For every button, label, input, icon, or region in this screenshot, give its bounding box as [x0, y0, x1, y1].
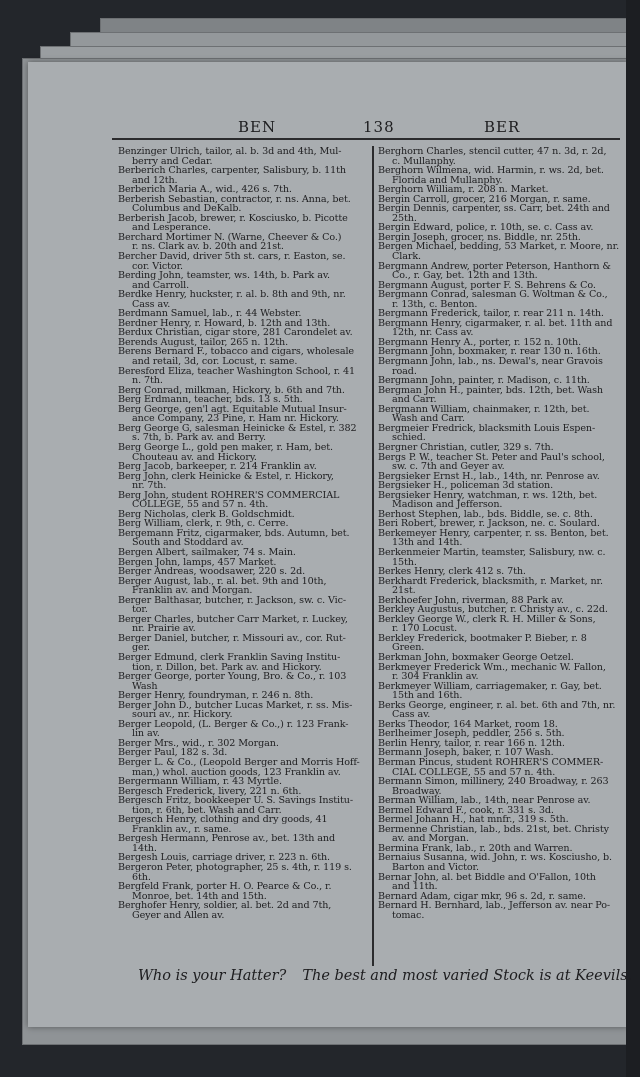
- directory-entry: [118, 367, 368, 386]
- entry-line: Bermina Frank, lab., r. 20th and Warren.: [378, 842, 573, 854]
- entry-line: Berkhardt Frederick, blacksmith, r. Market, nr.: [378, 575, 603, 587]
- directory-entry: [378, 386, 624, 405]
- entry-line: Bercher David, driver 5th st. cars, r. Easton, se.: [118, 251, 346, 263]
- entry-continuation-line: Geyer and Allen av.: [132, 909, 225, 921]
- directory-entry: [378, 424, 624, 443]
- entry-line: Berdner Henry, r. Howard, b. 12th and 13th.: [118, 317, 331, 329]
- entry-continuation-line: Columbus and DeKalb.: [132, 203, 242, 215]
- entry-line: Berkenmeier Martin, teamster, Salisbury, nw. c.: [378, 546, 606, 558]
- entry-continuation-line: Green.: [392, 642, 425, 654]
- entry-continuation-line: Barton and Victor.: [392, 862, 479, 874]
- entry-line: Berg William, clerk, r. 9th, c. Cerre.: [118, 518, 289, 530]
- directory-entry: [378, 166, 624, 185]
- entry-line: Bernaius Susanna, wid. John, r. ws. Kosciusho, b.: [378, 852, 612, 864]
- entry-continuation-line: 21st.: [392, 585, 416, 597]
- entry-line: Bergsieker Henry, watchman, r. ws. 12th, bet.: [378, 489, 598, 501]
- directory-entry: [378, 634, 624, 653]
- entry-continuation-line: tomac.: [392, 909, 425, 921]
- directory-entry: [118, 166, 368, 185]
- entry-line: Bergmann Henry A., porter, r. 152 n. 10th.: [378, 336, 582, 348]
- ad-question: Who is your Hatter?: [138, 968, 287, 984]
- entry-line: Berger Paul, 182 s. 3d.: [118, 747, 228, 759]
- entry-line: Benzinger Ulrich, tailor, al. b. 3d and 4th, Mul-: [118, 146, 342, 157]
- entry-line: Berens Bernard F., tobacco and cigars, wholesale: [118, 346, 355, 358]
- entry-continuation-line: Broadway.: [392, 785, 442, 797]
- entry-continuation-line: and Carr.: [392, 394, 437, 406]
- entry-line: Berlheimer Joseph, peddler, 256 s. 5th.: [378, 728, 565, 740]
- directory-entry: [378, 853, 624, 872]
- entry-continuation-line: Chouteau av. and Hickory.: [132, 451, 257, 463]
- entry-line: Berdke Henry, huckster, r. al. b. 8th and 9th, nr.: [118, 289, 346, 301]
- entry-line: Berghorn William, r. 208 n. Market.: [378, 184, 549, 196]
- entry-continuation-line: sw. c. 7th and Geyer av.: [392, 461, 505, 473]
- entry-continuation-line: tor.: [132, 604, 148, 616]
- entry-line: Berger Edmund, clerk Franklin Saving Institu-: [118, 651, 341, 663]
- directory-entry: [118, 863, 368, 882]
- directory-entry: [378, 577, 624, 596]
- entry-line: Berger Daniel, butcher, r. Missouri av., cor. Rut-: [118, 632, 346, 644]
- entry-line: Bergin Dennis, carpenter, ss. Carr, bet. 24th and: [378, 203, 610, 215]
- column-divider: [372, 146, 374, 966]
- directory-entry: [378, 701, 624, 720]
- directory-entry: [118, 529, 368, 548]
- directory-entry: [118, 634, 368, 653]
- entry-continuation-line: 14th.: [132, 842, 157, 854]
- entry-continuation-line: 13th and 14th.: [392, 537, 463, 549]
- directory-entry: [378, 290, 624, 309]
- entry-line: Berlin Henry, tailor, r. rear 166 n. 12th.: [378, 737, 565, 749]
- ad-statement: The best and most varied Stock is at Keevils.: [302, 968, 633, 984]
- directory-entry: [118, 796, 368, 815]
- entry-line: Bergin Carroll, grocer, 216 Morgan, r. same.: [378, 193, 591, 205]
- entry-continuation-line: Franklin av., r. same.: [132, 823, 232, 835]
- entry-continuation-line: r. 13th, c. Benton.: [392, 298, 478, 310]
- entry-line: Bergmann August, porter F. S. Behrens & Co.: [378, 279, 596, 291]
- entry-line: Bergmann John, lab., ns. Dewal's, near Gravois: [378, 356, 603, 368]
- entry-line: Beresford Eliza, teacher Washington School, r. 41: [118, 365, 356, 377]
- entry-continuation-line: Monroe, bet. 14th and 15th.: [132, 890, 267, 902]
- directory-entry: [118, 882, 368, 901]
- entry-line: Berger Charles, butcher Carr Market, r. Luckey,: [118, 613, 348, 625]
- entry-line: Berg Erdmann, teacher, bds. 13 s. 5th.: [118, 394, 303, 406]
- entry-continuation-line: South and Stoddard av.: [132, 537, 244, 549]
- entry-continuation-line: and retail, 3d, cor. Locust, r. same.: [132, 356, 298, 368]
- entry-continuation-line: r. 170 Locust.: [392, 623, 458, 635]
- entry-continuation-line: r. 304 Franklin av.: [392, 671, 479, 683]
- directory-entry: [378, 147, 624, 166]
- entry-continuation-line: 25th.: [392, 212, 417, 224]
- entry-line: Bergmann John, painter, r. Madison, c. 11th.: [378, 375, 590, 387]
- entry-line: Berg George G, salesman Heinicke & Estel, r. 382: [118, 422, 357, 434]
- entry-line: Bergeron Peter, photographer, 25 s. 4th, r. 119 s.: [118, 862, 352, 874]
- entry-line: Berks George, engineer, r. al. bet. 6th and 7th, nr.: [378, 699, 616, 711]
- entry-line: Berkemeyer Henry, carpenter, r. ss. Benton, bet.: [378, 527, 609, 539]
- entry-line: Berkes Henry, clerk 412 s. 7th.: [378, 566, 526, 578]
- entry-line: Bergner Christian, cutler, 329 s. 7th.: [378, 441, 554, 453]
- directory-entry: [118, 195, 368, 214]
- directory-entry: [118, 491, 368, 510]
- entry-line: Bergin Joseph, grocer, ns. Biddle, nr. 25th.: [378, 231, 581, 243]
- left-column: [118, 147, 368, 920]
- entry-continuation-line: n. 7th.: [132, 375, 163, 387]
- entry-continuation-line: Cass av.: [132, 298, 171, 310]
- entry-line: Berger Henry, foundryman, r. 246 n. 8th.: [118, 690, 314, 702]
- entry-line: Bergin Edward, police, r. 10th, se. c. Cass av.: [378, 222, 594, 234]
- entry-line: Berdmann Samuel, lab., r. 44 Webster.: [118, 308, 302, 320]
- entry-line: Berghofer Henry, soldier, al. bet. 2d and 7th,: [118, 900, 332, 912]
- entry-continuation-line: av. and Morgan.: [392, 833, 469, 845]
- entry-line: Berberish Sebastian, contractor, r. ns. Anna, bet.: [118, 193, 351, 205]
- entry-line: Berhost Stephen, lab., bds. Biddle, se. c. 8th.: [378, 508, 593, 520]
- page-number: 138: [363, 118, 395, 136]
- entry-line: Berberich Charles, carpenter, Salisbury, b. 11th: [118, 165, 347, 177]
- book-binding-shadow: [626, 0, 640, 1077]
- entry-continuation-line: man,) whol. auction goods, 123 Franklin av.: [132, 766, 341, 778]
- entry-line: Beri Robert, brewer, r. Jackson, ne. c. Soulard.: [378, 518, 600, 530]
- entry-line: Berger Andreas, woodsawer, 220 s. 2d.: [118, 566, 306, 578]
- entry-continuation-line: Clark.: [392, 251, 421, 263]
- directory-entry: [378, 901, 624, 920]
- entry-line: Bergen John, lamps, 457 Market.: [118, 556, 277, 568]
- entry-line: Bergfeld Frank, porter H. O. Pearce & Co., r.: [118, 881, 332, 893]
- entry-line: Berg Nicholas, clerk B. Goldschmidt.: [118, 508, 295, 520]
- directory-entry: [118, 252, 368, 271]
- entry-continuation-line: nr. 7th.: [132, 480, 167, 492]
- entry-line: Bergmann Henry, cigarmaker, r. al. bet. 11th and: [378, 317, 613, 329]
- entry-continuation-line: Franklin av. and Morgan.: [132, 585, 253, 597]
- entry-line: Berger August, lab., r. al. bet. 9th and 10th,: [118, 575, 327, 587]
- entry-line: Bergermann William, r. 43 Myrtle.: [118, 776, 282, 788]
- entry-line: Bergen Albert, sailmaker, 74 s. Main.: [118, 546, 296, 558]
- directory-entry: [118, 901, 368, 920]
- directory-entry: [378, 873, 624, 892]
- entry-line: Berg George, gen'l agt. Equitable Mutual Insur-: [118, 403, 347, 415]
- entry-continuation-line: Madison and Jefferson.: [392, 499, 503, 511]
- entry-line: Berger Mrs., wid., r. 302 Morgan.: [118, 737, 279, 749]
- directory-entry: [118, 424, 368, 443]
- entry-line: Berg John, clerk Heinicke & Estel, r. Hickory,: [118, 470, 334, 482]
- entry-continuation-line: 15th.: [392, 556, 417, 568]
- entry-continuation-line: COLLEGE, 55 and 57 n. 4th.: [132, 499, 269, 511]
- entry-line: Bergsieker Ernst H., lab., 14th, nr. Penrose av.: [378, 470, 600, 482]
- entry-line: Bergemann Fritz, cigarmaker, bds. Autumn, bet.: [118, 527, 350, 539]
- directory-entry: [378, 204, 624, 223]
- entry-continuation-line: nr. Prairie av.: [132, 623, 196, 635]
- entry-line: Berger John D., butcher Lucas Market, r. ss. Mis-: [118, 699, 353, 711]
- directory-entry: [378, 615, 624, 634]
- entry-line: Berger Balthasar, butcher, r. Jackson, sw. c. Vic-: [118, 594, 347, 606]
- entry-line: Bergmann William, chainmaker, r. 12th, bet.: [378, 403, 590, 415]
- entry-line: Bergesh Hermann, Penrose av., bet. 13th and: [118, 833, 336, 845]
- entry-line: Berman Pincus, student ROHRER'S COMMER-: [378, 757, 604, 768]
- entry-line: Bergs P. W., teacher St. Peter and Paul's school,: [378, 451, 605, 463]
- footer-advertisement: [138, 968, 640, 984]
- entry-line: Bergesch Fritz, bookkeeper U. S. Savings Institu-: [118, 795, 354, 807]
- entry-line: Bergsieker H., policeman 3d station.: [378, 480, 554, 492]
- entry-continuation-line: s. 7th, b. Park av. and Berry.: [132, 432, 266, 444]
- entry-line: Bernar John, al. bet Biddle and O'Fallon, 10th: [378, 871, 596, 883]
- entry-line: Bermann Joseph, baker, r. 107 Wash.: [378, 747, 554, 759]
- right-column: [378, 147, 624, 920]
- entry-continuation-line: 12th, nr. Cass av.: [392, 327, 474, 339]
- directory-entry: [118, 701, 368, 720]
- directory-entry: [118, 815, 368, 834]
- directory-entry: [118, 758, 368, 777]
- entry-line: Bergmeier Fredrick, blacksmith Louis Espen-: [378, 422, 596, 434]
- directory-entry: [378, 319, 624, 338]
- directory-entry: [118, 834, 368, 853]
- directory-entry: [118, 615, 368, 634]
- directory-entry: [118, 147, 368, 166]
- entry-line: Berberich Maria A., wid., 426 s. 7th.: [118, 184, 292, 196]
- directory-entry: [378, 529, 624, 548]
- entry-continuation-line: souri av., nr. Hickory.: [132, 709, 233, 721]
- directory-entry: [118, 720, 368, 739]
- entry-line: Berkman John, boxmaker George Oetzel.: [378, 651, 574, 663]
- entry-continuation-line: Wash: [132, 680, 158, 692]
- entry-line: Berkmeyer Frederick Wm., mechanic W. Fallon,: [378, 661, 606, 673]
- entry-line: Bermel Johann H., hat mnfr., 319 s. 5th.: [378, 814, 569, 826]
- directory-entry: [378, 777, 624, 796]
- entry-continuation-line: tion, r. Dillon, bet. Park av. and Hickory.: [132, 661, 322, 673]
- entry-continuation-line: Florida and Mullanphy.: [392, 174, 503, 186]
- entry-line: Berger George, porter Young, Bro. & Co., r. 103: [118, 671, 347, 683]
- left-guide-word: BEN: [238, 118, 277, 136]
- directory-entry: [378, 682, 624, 701]
- entry-continuation-line: schied.: [392, 432, 426, 444]
- directory-entry: [378, 548, 624, 567]
- entry-continuation-line: Cass av.: [392, 709, 431, 721]
- directory-entry: [378, 262, 624, 281]
- entry-continuation-line: and 11th.: [392, 881, 438, 893]
- directory-entry: [378, 357, 624, 376]
- entry-continuation-line: berry and Cedar.: [132, 155, 213, 167]
- right-guide-word: BER: [484, 118, 521, 136]
- entry-line: Berg George L., gold pen maker, r. Ham, bet.: [118, 441, 333, 453]
- entry-line: Berkley George W., clerk R. H. Miller & Sons,: [378, 613, 596, 625]
- directory-entry: [118, 405, 368, 424]
- entry-line: Berks Theodor, 164 Market, room 18.: [378, 718, 558, 730]
- entry-line: Bergmann John, boxmaker, r. rear 130 n. 16th.: [378, 346, 601, 358]
- entry-line: Berkley Augustus, butcher, r. Christy av., c. 22d.: [378, 604, 608, 616]
- entry-continuation-line: c. Mullanphy.: [392, 155, 456, 167]
- entry-line: Berg Jacob, barkeeper, r. 214 Franklin av.: [118, 461, 317, 473]
- entry-line: Berg John, student ROHRER'S COMMERCIAL: [118, 489, 340, 501]
- entry-continuation-line: CIAL COLLEGE, 55 and 57 n. 4th.: [392, 766, 556, 778]
- entry-line: Bergen Michael, bedding, 53 Market, r. Moore, nr.: [378, 241, 620, 253]
- entry-line: Bernard H. Bernhard, lab., Jefferson av. near Po-: [378, 900, 611, 912]
- entry-line: Berkmeyer William, carriagemaker, r. Gay, bet.: [378, 680, 602, 692]
- entry-continuation-line: and 12th.: [132, 174, 178, 186]
- entry-line: Bermann Simon, millinery, 240 Broadway, r. 263: [378, 776, 609, 788]
- entry-line: Bermenne Christian, lab., bds. 21st, bet. Christy: [378, 823, 609, 835]
- directory-entry: [118, 233, 368, 252]
- entry-line: Berger L. & Co., (Leopold Berger and Morris Hoff-: [118, 757, 360, 768]
- directory-entry: [118, 443, 368, 462]
- entry-line: Bergman John H., painter, bds. 12th, bet. Wash: [378, 384, 603, 396]
- entry-line: Bergesh Louis, carriage driver, r. 223 n. 6th.: [118, 852, 331, 864]
- entry-line: Berends August, tailor, 265 n. 12th.: [118, 336, 289, 348]
- entry-continuation-line: Wash and Carr.: [392, 413, 465, 425]
- entry-line: Bergmann Conrad, salesman G. Woltman & Co.,: [378, 289, 608, 301]
- directory-entry: [118, 290, 368, 309]
- entry-line: Berkhoefer John, riverman, 88 Park av.: [378, 594, 564, 606]
- entry-line: Berghorn Charles, stencil cutter, 47 n. 3d, r. 2d,: [378, 146, 607, 157]
- entry-line: Berkley Frederick, bootmaker P. Bieber, r. 8: [378, 632, 587, 644]
- directory-entry: [378, 405, 624, 424]
- entry-line: Bergmann Frederick, tailor, r. rear 211 n. 14th.: [378, 308, 604, 320]
- entry-continuation-line: tion, r. 6th, bet. Wash and Carr.: [132, 804, 282, 816]
- header-rule: [112, 138, 620, 140]
- entry-line: Berger Leopold, (L. Berger & Co.,) r. 123 Frank-: [118, 718, 349, 730]
- directory-entry: [378, 825, 624, 844]
- directory-entry: [378, 242, 624, 261]
- entry-continuation-line: 6th.: [132, 871, 151, 883]
- entry-continuation-line: lin av.: [132, 728, 160, 740]
- directory-entry: [118, 596, 368, 615]
- directory-entry: [118, 214, 368, 233]
- entry-continuation-line: ance Company, 23 Pine, r. Ham nr. Hickory.: [132, 413, 339, 425]
- entry-line: Berberish Jacob, brewer, r. Kosciusko, b. Picotte: [118, 212, 348, 224]
- directory-entry: [378, 453, 624, 472]
- entry-line: Berdux Christian, cigar store, 281 Carondelet av.: [118, 327, 353, 339]
- directory-entry: [378, 758, 624, 777]
- entry-line: Berghorn Wilmena, wid. Harmin, r. ws. 2d, bet.: [378, 165, 604, 177]
- entry-line: Bernard Adam, cigar mkr, 96 s. 2d, r. same.: [378, 890, 586, 902]
- entry-line: Bergesch Frederick, livery, 221 n. 6th.: [118, 785, 302, 797]
- entry-line: Berchard Mortimer N. (Warne, Cheever & Co.): [118, 231, 342, 243]
- directory-entry: [118, 472, 368, 491]
- entry-line: Berg Conrad, milkman, Hickory, b. 6th and 7th.: [118, 384, 345, 396]
- entry-continuation-line: 15th and 16th.: [392, 690, 463, 702]
- directory-entry: [118, 653, 368, 672]
- entry-continuation-line: Co., r. Gay, bet. 12th and 13th.: [392, 270, 538, 282]
- directory-entry: [118, 577, 368, 596]
- directory-entry: [118, 347, 368, 366]
- directory-entry: [378, 663, 624, 682]
- entry-line: Bergmann Andrew, porter Peterson, Hanthorn &: [378, 260, 611, 272]
- directory-entry: [118, 271, 368, 290]
- entry-line: Bergesch Henry, clothing and dry goods, 41: [118, 814, 328, 826]
- entry-continuation-line: r. ns. Clark av. b. 20th and 21st.: [132, 241, 284, 253]
- entry-continuation-line: and Lesperance.: [132, 222, 211, 234]
- directory-entry: [378, 491, 624, 510]
- entry-continuation-line: ger.: [132, 642, 150, 654]
- directory-entry: [118, 672, 368, 691]
- entry-line: Bermel Edward F., cook, r. 331 s. 3d.: [378, 804, 554, 816]
- entry-line: Berding John, teamster, ws. 14th, b. Park av.: [118, 270, 330, 282]
- entry-continuation-line: road.: [392, 365, 417, 377]
- entry-continuation-line: and Carroll.: [132, 279, 190, 291]
- entry-line: Berman William, lab., 14th, near Penrose av.: [378, 795, 591, 807]
- entry-continuation-line: cor. Victor.: [132, 260, 183, 272]
